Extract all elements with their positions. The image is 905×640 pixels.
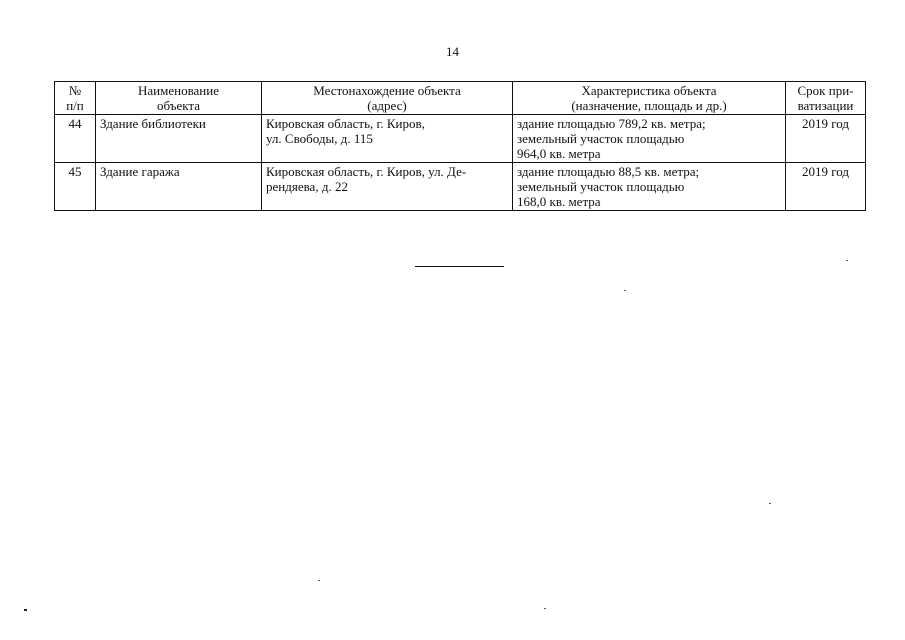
- scan-speck: [624, 290, 626, 291]
- header-number: № п/п: [55, 82, 96, 115]
- scan-speck: [846, 260, 848, 261]
- object-characteristics: здание площадью 789,2 кв. метра; земельный участок площадью 964,0 кв. метра: [513, 115, 786, 163]
- end-divider: [415, 266, 504, 267]
- object-name: Здание библиотеки: [96, 115, 262, 163]
- object-characteristics: здание площадью 88,5 кв. метра; земельный участок площадью 168,0 кв. метра: [513, 163, 786, 211]
- table-row: [55, 163, 866, 211]
- header-location: Местонахождение объекта (адрес): [262, 82, 513, 115]
- object-location: Кировская область, г. Киров, ул. Свободы, д. 115: [262, 115, 513, 163]
- table-header-row: [55, 82, 866, 115]
- row-number: 45: [55, 163, 96, 211]
- scan-speck: [544, 608, 546, 609]
- row-number: 44: [55, 115, 96, 163]
- scan-speck: [769, 503, 771, 504]
- scan-speck: [24, 609, 27, 611]
- header-name: Наименование объекта: [96, 82, 262, 115]
- header-term: Срок при- ватизации: [786, 82, 866, 115]
- privatization-term: 2019 год: [786, 115, 866, 163]
- object-location: Кировская область, г. Киров, ул. Де- рендяева, д. 22: [262, 163, 513, 211]
- header-characteristics: Характеристика объекта (назначение, площадь и др.): [513, 82, 786, 115]
- object-name: Здание гаража: [96, 163, 262, 211]
- scan-speck: [318, 580, 320, 581]
- table-row: [55, 115, 866, 163]
- privatization-table: [54, 81, 866, 211]
- page-number: 14: [446, 44, 459, 59]
- privatization-term: 2019 год: [786, 163, 866, 211]
